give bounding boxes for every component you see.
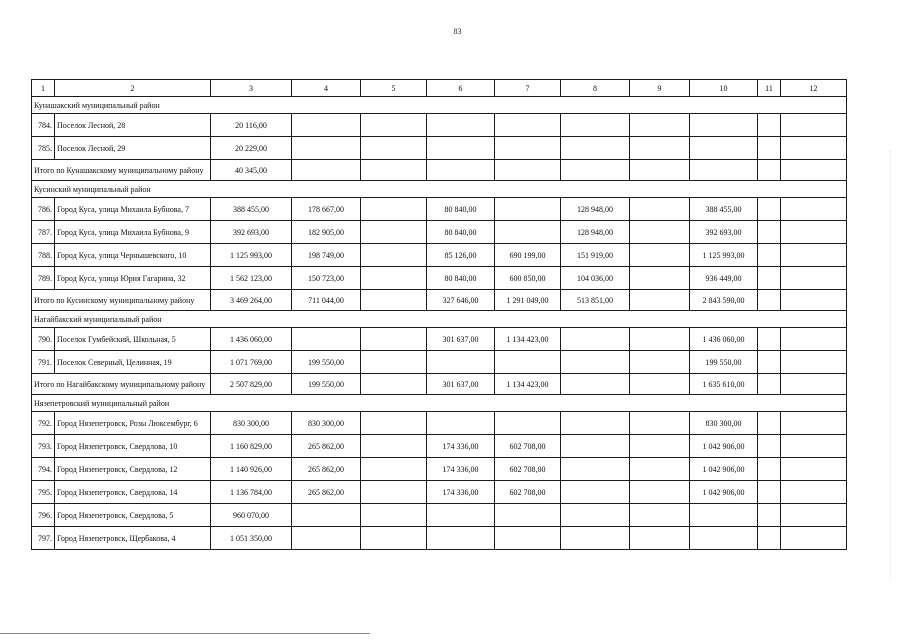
table-header-row: [32, 80, 847, 97]
table-cell: [690, 137, 758, 160]
table-cell: [690, 160, 758, 181]
table-cell: 388 455,00: [690, 198, 758, 221]
table-cell: [561, 160, 630, 181]
table-cell: [495, 114, 561, 137]
table-cell: [292, 328, 361, 351]
table-cell: [758, 160, 781, 181]
table-cell: [361, 504, 427, 527]
table-cell: [361, 221, 427, 244]
table-cell: [630, 328, 690, 351]
table-cell: 80 840,00: [427, 221, 495, 244]
table-cell: [495, 527, 561, 550]
table-cell: 392 693,00: [211, 221, 292, 244]
table-cell: 1 125 993,00: [690, 244, 758, 267]
table-cell: 2 507 829,00: [211, 374, 292, 395]
table-cell: [427, 504, 495, 527]
table-cell: 1 291 049,00: [495, 290, 561, 311]
table-cell: [781, 481, 847, 504]
table-cell: 265 862,00: [292, 435, 361, 458]
table-cell: 1 635 610,00: [690, 374, 758, 395]
table-cell: [561, 412, 630, 435]
table-cell: [361, 527, 427, 550]
table-cell: 1 134 423,00: [495, 328, 561, 351]
table-cell: 1 051 350,00: [211, 527, 292, 550]
table-cell: [361, 412, 427, 435]
table-cell: [630, 481, 690, 504]
table-cell: [495, 504, 561, 527]
table-cell: [781, 160, 847, 181]
table-cell: [495, 412, 561, 435]
table-cell: [427, 160, 495, 181]
table-cell: [758, 137, 781, 160]
table-cell: 174 336,00: [427, 435, 495, 458]
bottom-rule: [0, 633, 370, 634]
table-row: [32, 328, 847, 351]
table-cell: 602 708,00: [495, 435, 561, 458]
total-row: [32, 374, 847, 395]
table-cell: 830 300,00: [292, 412, 361, 435]
table-cell: 199 550,00: [292, 351, 361, 374]
table-row: [32, 267, 847, 290]
table-cell: 104 036,00: [561, 267, 630, 290]
total-row: [32, 290, 847, 311]
table-cell: [630, 221, 690, 244]
table-cell: 199 550,00: [292, 374, 361, 395]
table-cell: [781, 137, 847, 160]
table-cell: 80 840,00: [427, 267, 495, 290]
table-cell: [361, 244, 427, 267]
section-title: Кунашакский муниципальный район: [32, 97, 847, 114]
table-cell: 128 948,00: [561, 221, 630, 244]
table-cell: [781, 351, 847, 374]
column-header: 4: [292, 80, 361, 97]
table-cell: 85 126,00: [427, 244, 495, 267]
table-cell: 151 919,00: [561, 244, 630, 267]
table-cell: [781, 114, 847, 137]
row-number: 789.: [32, 267, 55, 290]
table-cell: [781, 290, 847, 311]
address-cell: Поселок Северный, Целинная, 19: [55, 351, 211, 374]
row-number: 784.: [32, 114, 55, 137]
table-cell: 199 550,00: [690, 351, 758, 374]
row-number: 792.: [32, 412, 55, 435]
table-cell: [427, 351, 495, 374]
table-cell: 1 136 784,00: [211, 481, 292, 504]
table-cell: [781, 412, 847, 435]
table-cell: [361, 458, 427, 481]
column-header: 11: [758, 80, 781, 97]
table-cell: 392 693,00: [690, 221, 758, 244]
total-label: Итого по Кунашакскому муниципальному району: [32, 160, 211, 181]
table-cell: [561, 435, 630, 458]
table-cell: [630, 351, 690, 374]
table-cell: [427, 137, 495, 160]
table-cell: 150 723,00: [292, 267, 361, 290]
table-cell: [630, 114, 690, 137]
table-cell: [758, 527, 781, 550]
address-cell: Город Нязепетровск, Розы Люксембург, 6: [55, 412, 211, 435]
table-cell: [630, 374, 690, 395]
table-cell: [361, 328, 427, 351]
table-cell: 20 229,00: [211, 137, 292, 160]
section-title: Нязепетровский муниципальный район: [32, 395, 847, 412]
column-header: 1: [32, 80, 55, 97]
table-cell: [561, 481, 630, 504]
table-cell: [361, 290, 427, 311]
table-cell: [361, 160, 427, 181]
table-row: [32, 244, 847, 267]
table-cell: 20 116,00: [211, 114, 292, 137]
table-cell: 2 843 590,00: [690, 290, 758, 311]
table-cell: [630, 160, 690, 181]
address-cell: Город Куса, улица Юрия Гагарина, 32: [55, 267, 211, 290]
table-cell: [630, 504, 690, 527]
table-cell: [561, 374, 630, 395]
column-header: 8: [561, 80, 630, 97]
page-number: 83: [453, 27, 462, 36]
section-row: [32, 395, 847, 412]
table-cell: [495, 351, 561, 374]
table-cell: [758, 244, 781, 267]
table-cell: [495, 221, 561, 244]
table-cell: 711 044,00: [292, 290, 361, 311]
table-row: [32, 435, 847, 458]
section-title: Нагайбакский муниципальный район: [32, 311, 847, 328]
table-row: [32, 114, 847, 137]
table-row: [32, 412, 847, 435]
table-cell: [781, 198, 847, 221]
table-cell: [690, 114, 758, 137]
table-cell: [758, 412, 781, 435]
table-cell: [758, 114, 781, 137]
table-row: [32, 137, 847, 160]
row-number: 793.: [32, 435, 55, 458]
table-cell: [758, 504, 781, 527]
table-cell: [361, 374, 427, 395]
table-cell: [630, 412, 690, 435]
table-cell: 3 469 264,00: [211, 290, 292, 311]
total-label: Итого по Нагайбакскому муниципальному району: [32, 374, 211, 395]
address-cell: Город Нязепетровск, Свердлова, 10: [55, 435, 211, 458]
table-cell: 1 134 423,00: [495, 374, 561, 395]
table-cell: [292, 527, 361, 550]
table-cell: [781, 458, 847, 481]
table-row: [32, 481, 847, 504]
table-cell: [561, 114, 630, 137]
column-header: 6: [427, 80, 495, 97]
section-row: [32, 311, 847, 328]
address-cell: Город Нязепетровск, Щербакова, 4: [55, 527, 211, 550]
section-title: Кусинский муниципальный район: [32, 181, 847, 198]
table-cell: [361, 114, 427, 137]
table-cell: 1 160 829,00: [211, 435, 292, 458]
table-cell: 513 851,00: [561, 290, 630, 311]
table-cell: [561, 458, 630, 481]
total-row: [32, 160, 847, 181]
table-cell: 182 905,00: [292, 221, 361, 244]
table-cell: [495, 198, 561, 221]
table-cell: [561, 137, 630, 160]
table-cell: [690, 504, 758, 527]
address-cell: Город Нязепетровск, Свердлова, 12: [55, 458, 211, 481]
table-cell: 327 646,00: [427, 290, 495, 311]
table-cell: [758, 328, 781, 351]
column-header: 10: [690, 80, 758, 97]
table-cell: [630, 435, 690, 458]
table-cell: [758, 351, 781, 374]
table-cell: 198 749,00: [292, 244, 361, 267]
table-cell: [427, 527, 495, 550]
row-number: 791.: [32, 351, 55, 374]
table-cell: [758, 198, 781, 221]
address-cell: Город Нязепетровск, Свердлова, 5: [55, 504, 211, 527]
table-cell: 1 140 926,00: [211, 458, 292, 481]
row-number: 786.: [32, 198, 55, 221]
column-header: 5: [361, 80, 427, 97]
table-cell: 265 862,00: [292, 458, 361, 481]
table-cell: 1 436 060,00: [690, 328, 758, 351]
table-cell: [361, 267, 427, 290]
table-cell: [361, 481, 427, 504]
table-cell: [630, 527, 690, 550]
table-cell: 265 862,00: [292, 481, 361, 504]
table-row: [32, 198, 847, 221]
table-cell: 174 336,00: [427, 458, 495, 481]
table-cell: [758, 267, 781, 290]
table-cell: [781, 374, 847, 395]
table-cell: 600 850,00: [495, 267, 561, 290]
table-cell: 602 708,00: [495, 481, 561, 504]
table-cell: [630, 244, 690, 267]
table-cell: [292, 137, 361, 160]
table-cell: 1 042 906,00: [690, 481, 758, 504]
table-cell: [781, 328, 847, 351]
table-cell: 1 042 906,00: [690, 435, 758, 458]
table-cell: [630, 458, 690, 481]
table-cell: [630, 290, 690, 311]
table-cell: [561, 504, 630, 527]
table-cell: 1 436 060,00: [211, 328, 292, 351]
table-row: [32, 527, 847, 550]
row-number: 794.: [32, 458, 55, 481]
table-cell: 602 708,00: [495, 458, 561, 481]
column-header: 7: [495, 80, 561, 97]
table-cell: [758, 290, 781, 311]
table-row: [32, 351, 847, 374]
table-cell: [630, 198, 690, 221]
column-header: 3: [211, 80, 292, 97]
address-cell: Город Куса, улица Чернышевского, 10: [55, 244, 211, 267]
table-row: [32, 458, 847, 481]
row-number: 790.: [32, 328, 55, 351]
table-cell: [690, 527, 758, 550]
table-row: [32, 221, 847, 244]
table-cell: [292, 504, 361, 527]
table-cell: 178 667,00: [292, 198, 361, 221]
table-cell: [781, 435, 847, 458]
table-cell: 80 840,00: [427, 198, 495, 221]
table-cell: 301 637,00: [427, 374, 495, 395]
table-cell: [495, 160, 561, 181]
table-cell: [495, 137, 561, 160]
table-cell: 960 070,00: [211, 504, 292, 527]
table-cell: [561, 328, 630, 351]
table-cell: 1 042 906,00: [690, 458, 758, 481]
address-cell: Город Нязепетровск, Свердлова, 14: [55, 481, 211, 504]
row-number: 795.: [32, 481, 55, 504]
total-label: Итого по Кусинскому муниципальному району: [32, 290, 211, 311]
address-cell: Поселок Гумбейский, Школьная, 5: [55, 328, 211, 351]
table-cell: [561, 527, 630, 550]
table-cell: [630, 267, 690, 290]
row-number: 787.: [32, 221, 55, 244]
table-cell: [781, 221, 847, 244]
table-cell: [292, 160, 361, 181]
table-cell: 830 300,00: [690, 412, 758, 435]
table-cell: [427, 412, 495, 435]
column-header: 2: [55, 80, 211, 97]
row-number: 785.: [32, 137, 55, 160]
table-cell: [361, 351, 427, 374]
address-cell: Поселок Лесной, 28: [55, 114, 211, 137]
table-cell: [781, 527, 847, 550]
table-cell: [561, 351, 630, 374]
address-cell: Поселок Лесной, 29: [55, 137, 211, 160]
table-row: [32, 504, 847, 527]
table-cell: 690 199,00: [495, 244, 561, 267]
table-cell: [781, 267, 847, 290]
table-cell: 128 948,00: [561, 198, 630, 221]
section-row: [32, 181, 847, 198]
table-cell: [758, 221, 781, 244]
table-cell: [781, 244, 847, 267]
table-cell: 830 300,00: [211, 412, 292, 435]
address-cell: Город Куса, улица Михаила Бубнова, 9: [55, 221, 211, 244]
table-cell: [758, 481, 781, 504]
table-cell: 40 345,00: [211, 160, 292, 181]
table-cell: 1 071 769,00: [211, 351, 292, 374]
table-cell: [427, 114, 495, 137]
address-cell: Город Куса, улица Михаила Бубнова, 7: [55, 198, 211, 221]
table-cell: 936 449,00: [690, 267, 758, 290]
row-number: 797.: [32, 527, 55, 550]
table-cell: 1 562 123,00: [211, 267, 292, 290]
section-row: [32, 97, 847, 114]
table-cell: [630, 137, 690, 160]
table-cell: [361, 435, 427, 458]
table-cell: [758, 435, 781, 458]
data-table: [31, 79, 847, 550]
row-number: 796.: [32, 504, 55, 527]
table-cell: [361, 137, 427, 160]
table-cell: 174 336,00: [427, 481, 495, 504]
table-cell: 1 125 993,00: [211, 244, 292, 267]
table-cell: [361, 198, 427, 221]
table-cell: [758, 458, 781, 481]
column-header: 12: [781, 80, 847, 97]
table-cell: 388 455,00: [211, 198, 292, 221]
column-header: 9: [630, 80, 690, 97]
row-number: 788.: [32, 244, 55, 267]
scan-edge-mark: [890, 150, 899, 580]
table-cell: [758, 374, 781, 395]
table-cell: [292, 114, 361, 137]
table-cell: 301 637,00: [427, 328, 495, 351]
table-cell: [781, 504, 847, 527]
